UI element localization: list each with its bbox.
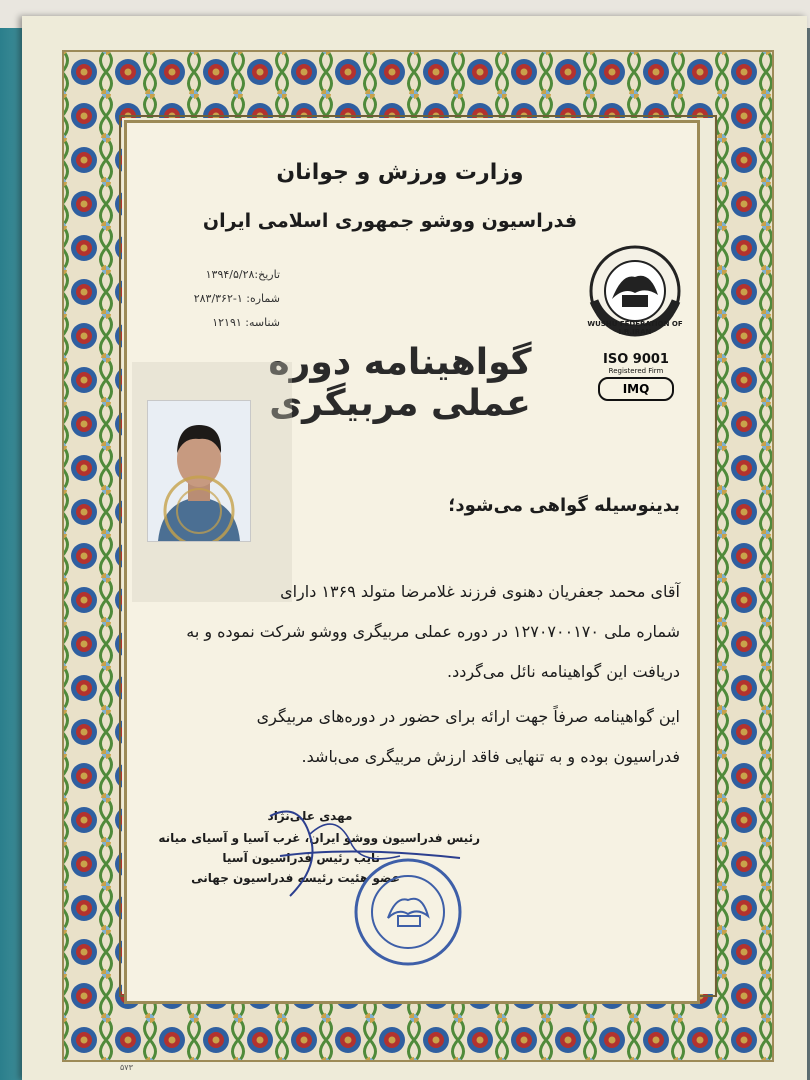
certificate-line-4: این گواهینامه صرفاً جهت ارائه برای حضور در دوره‌های مربیگری (256, 707, 680, 726)
federation-title: فدراسیون ووشو جمهوری اسلامی ایران (202, 210, 578, 232)
certificate-line-1: آقای محمد جعفریان دهنوی فرزند غلامرضا متولد ۱۳۶۹ دارای (280, 582, 680, 601)
imq-logo: IMQ (598, 377, 674, 401)
date-field: تاریخ:۱۳۹۴/۵/۲۸ (205, 268, 280, 281)
signatory-role-1: رئیس فدراسیون ووشو ایران، غرب آسیا و آسیای میانه (158, 831, 480, 845)
iso-standard: ISO 9001 (603, 352, 669, 367)
ministry-title: وزارت ورزش و جوانان (276, 160, 524, 185)
footer-note: ۵۷۳ (120, 1063, 133, 1072)
certificate-line-2: شماره ملی ۱۲۷۰۷۰۰۱۷۰ در دوره عملی مربیگری ووشو شرکت نموده و به (186, 622, 680, 641)
portrait-image (148, 401, 250, 541)
certificate-line-5: فدراسیون بوده و به تنهایی فاقد ارزش مربیگری می‌باشد. (301, 747, 680, 766)
iso-registered: Registered Firm (608, 367, 664, 375)
official-stamp (352, 856, 464, 968)
certificate-line-3: دریافت این گواهینامه نائل می‌گردد. (447, 662, 680, 681)
iso-badge (596, 352, 676, 400)
portrait-photo (147, 400, 251, 542)
signatory-role-3: عضو هئیت رئیسه فدراسیون جهانی (191, 871, 400, 885)
number-field: شماره: ۱-۲۸۳/۳۶۲ (193, 292, 280, 305)
signatory-role-2: نایب رئیس فدراسیون آسیا (222, 851, 380, 865)
certificate-title: گواهینامه دوره عملی مربیگری (268, 342, 532, 424)
signatory-name: مهدی علی‌نژاد (267, 809, 353, 823)
id-field: شناسه: ۱۲۱۹۱ (212, 316, 280, 329)
certificate-intro: بدینوسیله گواهی می‌شود؛ (448, 495, 680, 516)
logo-english-text: WUSHU FEDERATION OF I.R.IRAN (587, 320, 683, 336)
